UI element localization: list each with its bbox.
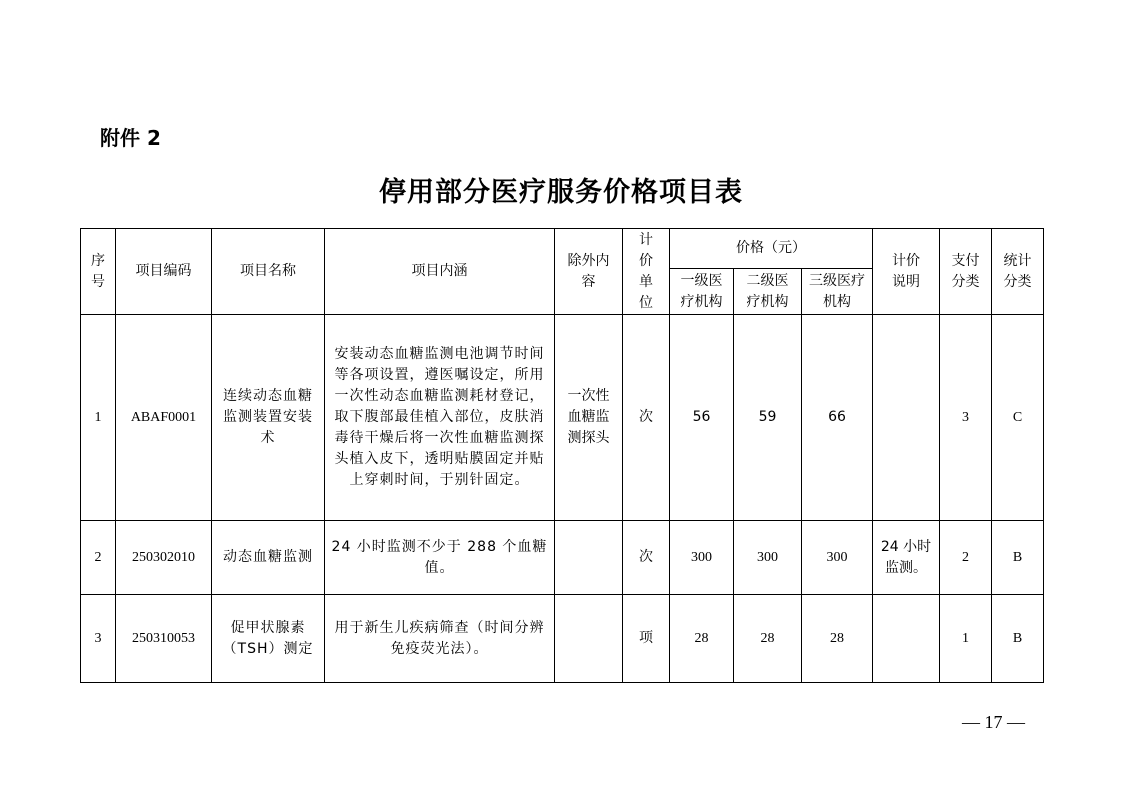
row-level1: 300 [670, 521, 734, 595]
header-seq: 序号 [81, 229, 116, 315]
row-level2: 28 [734, 595, 802, 683]
header-payment-class: 支付分类 [940, 229, 992, 315]
header-code: 项目编码 [116, 229, 212, 315]
header-level2: 二级医疗机构 [734, 269, 802, 315]
table-row [81, 595, 1044, 683]
row-payment-class: 2 [940, 521, 992, 595]
row-level1: 56 [670, 315, 734, 521]
row-seq: 1 [81, 315, 116, 521]
row-code: ABAF0001 [116, 315, 212, 521]
row-stat-class: B [992, 521, 1044, 595]
row-stat-class: C [992, 315, 1044, 521]
row-level3: 300 [802, 521, 873, 595]
row-unit: 次 [623, 521, 670, 595]
header-content: 项目内涵 [325, 229, 555, 315]
table-row [81, 315, 1044, 521]
row-excluded [555, 595, 623, 683]
row-pricing-note [873, 595, 940, 683]
row-content: 安装动态血糖监测电池调节时间等各项设置，遵医嘱设定，所用一次性动态血糖监测耗材登记，取下腹部最佳植入部位，皮肤消毒待干燥后将一次性血糖监测探头植入皮下，透明贴膜固定并贴上穿刺时间，于别针固定。 [325, 315, 555, 521]
row-payment-class: 3 [940, 315, 992, 521]
row-name: 动态血糖监测 [212, 521, 325, 595]
table-row [81, 521, 1044, 595]
row-content: 24 小时监测不少于 288 个血糖值。 [325, 521, 555, 595]
row-level1: 28 [670, 595, 734, 683]
row-code: 250302010 [116, 521, 212, 595]
header-price-group: 价格（元） [670, 229, 873, 269]
row-seq: 2 [81, 521, 116, 595]
page-number: — 17 — [962, 712, 1025, 732]
row-unit: 次 [623, 315, 670, 521]
row-name: 促甲状腺素（TSH）测定 [212, 595, 325, 683]
row-level3: 66 [802, 315, 873, 521]
row-payment-class: 1 [940, 595, 992, 683]
row-excluded: 一次性血糖监测探头 [555, 315, 623, 521]
header-level1: 一级医疗机构 [670, 269, 734, 315]
row-level2: 59 [734, 315, 802, 521]
header-name: 项目名称 [212, 229, 325, 315]
header-unit: 计价单位 [623, 229, 670, 315]
row-pricing-note [873, 315, 940, 521]
row-excluded [555, 521, 623, 595]
row-stat-class: B [992, 595, 1044, 683]
row-level3: 28 [802, 595, 873, 683]
attachment-label: 附件 2 [100, 126, 161, 150]
header-excluded: 除外内容 [555, 229, 623, 315]
row-pricing-note: 24 小时监测。 [873, 521, 940, 595]
document-title: 停用部分医疗服务价格项目表 [379, 177, 743, 208]
row-level2: 300 [734, 521, 802, 595]
row-unit: 项 [623, 595, 670, 683]
row-content: 用于新生儿疾病筛查（时间分辨免疫荧光法）。 [325, 595, 555, 683]
row-name: 连续动态血糖监测装置安装术 [212, 315, 325, 521]
price-table [80, 228, 1044, 683]
row-code: 250310053 [116, 595, 212, 683]
header-pricing-note: 计价说明 [873, 229, 940, 315]
header-level3: 三级医疗机构 [802, 269, 873, 315]
header-stat-class: 统计分类 [992, 229, 1044, 315]
row-seq: 3 [81, 595, 116, 683]
